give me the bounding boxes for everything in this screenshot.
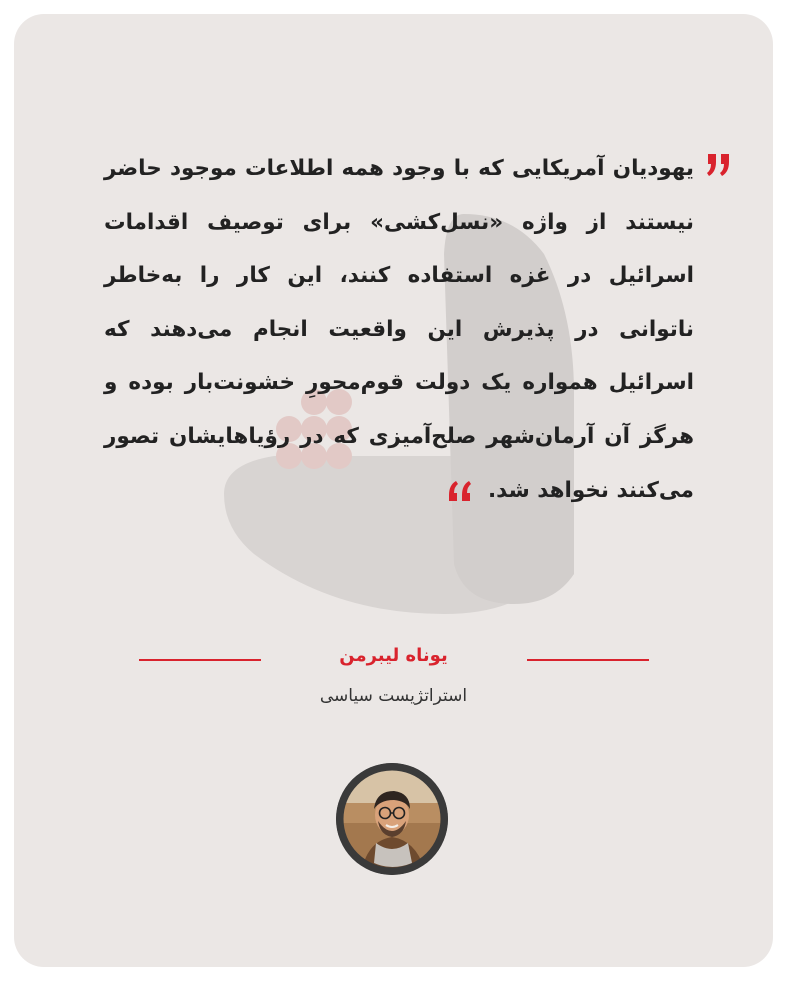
divider-right	[527, 659, 649, 661]
author-name: یوناه لیبرمن	[339, 645, 448, 666]
author-title: استراتژیست سیاسی	[319, 686, 468, 706]
quote-close-icon	[444, 479, 474, 503]
quote-open-icon	[704, 150, 734, 180]
quote-text: یهودیان آمریکایی که با وجود همه اطلاعات موجود حاضر نیستند از واژه «نسل‌کشی» برای توصیف اقدامات اسرائیل در غزه استفاده کنند، این کار را به‌خاطر ناتوانی در پذیرش این واقعیت انجام می‌دهند که اسرائیل همواره یک دولت قوم‌محورِ خشونت‌بار بوده و هرگز آن آرمان‌شهر صلح‌آمیزی که در رؤیاهایشان تصور می‌کنند نخواهد شد.	[104, 156, 694, 503]
quote-card	[14, 14, 773, 967]
quote-block	[94, 142, 734, 517]
author-avatar	[336, 763, 448, 875]
author-row	[14, 639, 773, 679]
